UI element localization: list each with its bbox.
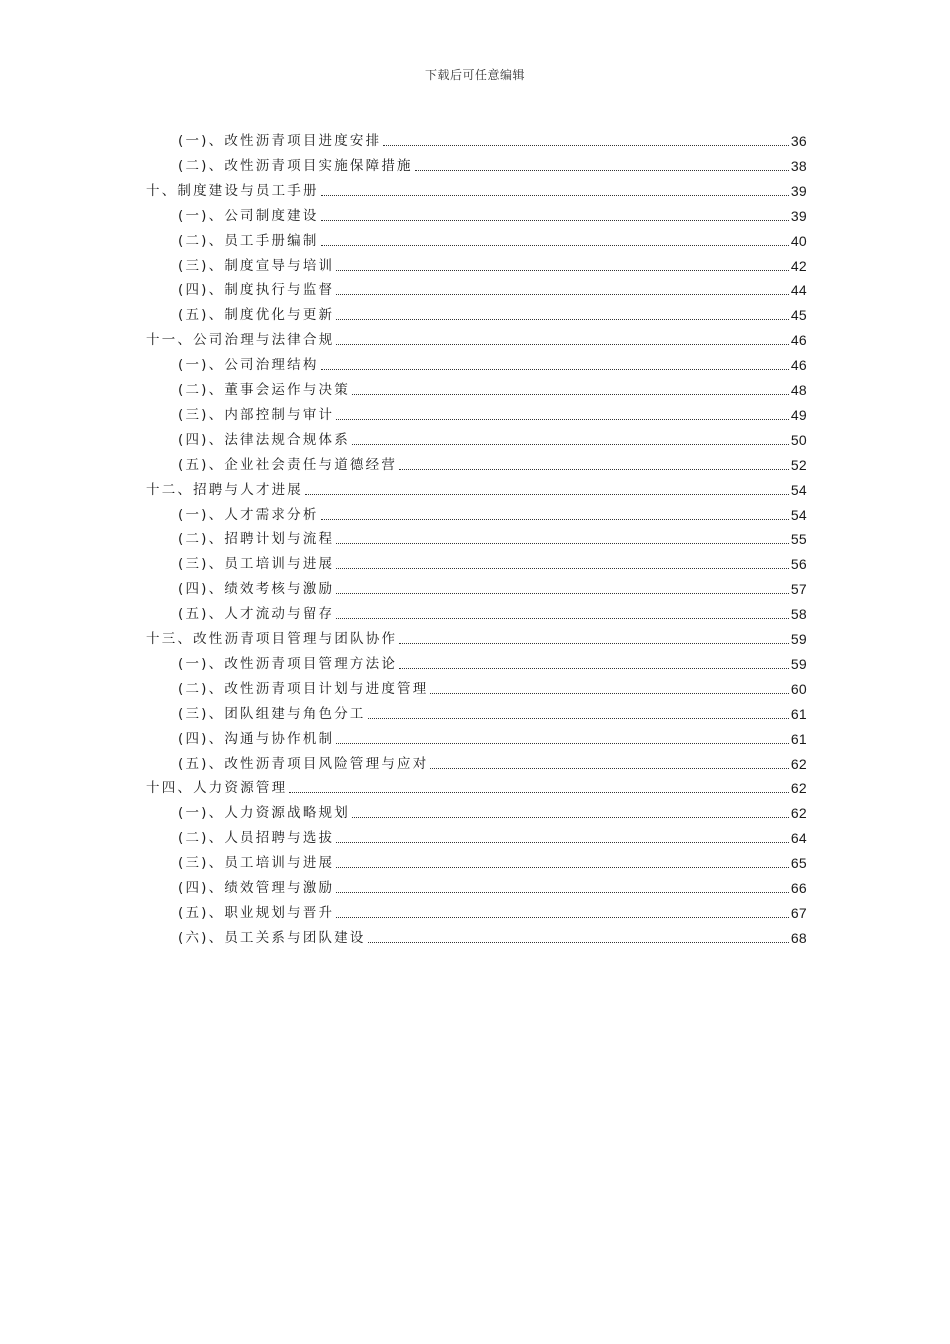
toc-section-entry[interactable] [178, 201, 807, 225]
toc-dot-leader [399, 643, 789, 644]
toc-entry-label: (一)、改性沥青项目进度安排 [178, 133, 382, 149]
toc-entry-page-number: 67 [790, 904, 807, 921]
toc-entry-label: (五)、人才流动与留存 [178, 606, 335, 623]
toc-dot-leader [336, 543, 789, 544]
toc-section-entry[interactable] [178, 599, 807, 623]
toc-entry-page-number: 54 [790, 506, 807, 523]
toc-entry-label: (二)、董事会运作与决策 [178, 382, 350, 398]
toc-entry-page-number: 48 [790, 382, 807, 398]
toc-dot-leader [336, 743, 789, 744]
toc-entry-page-number: 60 [790, 680, 807, 697]
toc-section-entry[interactable] [178, 126, 807, 150]
toc-entry-page-number: 64 [790, 830, 807, 847]
toc-section-entry[interactable] [178, 226, 807, 250]
toc-chapter-entry[interactable] [146, 624, 807, 648]
toc-entry-label: 十、制度建设与员工手册 [146, 182, 319, 199]
toc-section-entry[interactable] [178, 450, 807, 474]
toc-entry-page-number: 61 [790, 705, 807, 722]
toc-entry-label: (一)、人才需求分析 [178, 506, 319, 523]
toc-section-entry[interactable] [178, 375, 807, 399]
toc-section-entry[interactable] [178, 350, 807, 374]
toc-dot-leader [399, 469, 789, 470]
toc-entry-page-number: 54 [790, 481, 807, 498]
toc-entry-page-number: 42 [790, 257, 807, 274]
toc-entry-label: (五)、制度优化与更新 [178, 307, 335, 324]
toc-entry-label: 十二、招聘与人才进展 [146, 481, 303, 498]
toc-section-entry[interactable] [178, 574, 807, 598]
toc-entry-label: (三)、员工培训与进展 [178, 855, 335, 872]
toc-dot-leader [352, 444, 789, 445]
toc-section-entry[interactable] [178, 724, 807, 748]
toc-entry-page-number: 62 [790, 780, 807, 797]
toc-dot-leader [321, 519, 789, 520]
toc-dot-leader [430, 693, 788, 694]
toc-section-entry[interactable] [178, 923, 807, 947]
toc-dot-leader [336, 917, 789, 918]
toc-dot-leader [415, 170, 789, 171]
toc-dot-leader [336, 294, 789, 295]
toc-entry-label: (五)、企业社会责任与道德经营 [178, 456, 398, 473]
toc-section-entry[interactable] [178, 674, 807, 698]
toc-entry-label: (五)、职业规划与晋升 [178, 904, 335, 921]
toc-dot-leader [383, 145, 788, 146]
toc-entry-page-number: 46 [790, 332, 807, 349]
toc-section-entry[interactable] [178, 699, 807, 723]
toc-dot-leader [336, 344, 788, 345]
toc-dot-leader [336, 419, 789, 420]
toc-entry-label: (一)、公司制度建设 [178, 207, 319, 224]
toc-entry-label: 十一、公司治理与法律合规 [146, 332, 335, 349]
toc-dot-leader [336, 593, 789, 594]
toc-entry-label: (四)、绩效管理与激励 [178, 880, 335, 896]
toc-section-entry[interactable] [178, 749, 807, 773]
toc-section-entry[interactable] [178, 425, 807, 449]
toc-chapter-entry[interactable] [146, 325, 807, 349]
toc-entry-page-number: 61 [790, 730, 807, 747]
toc-entry-label: (三)、内部控制与审计 [178, 406, 335, 423]
toc-dot-leader [336, 842, 789, 843]
toc-dot-leader [336, 867, 789, 868]
toc-dot-leader [289, 792, 789, 793]
toc-dot-leader [430, 768, 788, 769]
toc-dot-leader [336, 270, 789, 271]
toc-entry-page-number: 36 [790, 133, 807, 149]
toc-section-entry[interactable] [178, 500, 807, 524]
toc-section-entry[interactable] [178, 798, 807, 822]
toc-entry-label: (一)、改性沥青项目管理方法论 [178, 655, 398, 672]
toc-section-entry[interactable] [178, 151, 807, 175]
toc-dot-leader [321, 369, 789, 370]
toc-entry-page-number: 55 [790, 531, 807, 548]
toc-entry-label: (三)、制度宣导与培训 [178, 257, 335, 274]
toc-entry-page-number: 68 [790, 929, 807, 946]
toc-entry-page-number: 52 [790, 456, 807, 473]
toc-section-entry[interactable] [178, 400, 807, 424]
toc-section-entry[interactable] [178, 898, 807, 922]
toc-entry-label: (二)、员工手册编制 [178, 232, 319, 249]
toc-dot-leader [399, 668, 789, 669]
toc-chapter-entry[interactable] [146, 176, 807, 200]
toc-dot-leader [368, 718, 789, 719]
toc-dot-leader [336, 319, 789, 320]
toc-entry-page-number: 49 [790, 406, 807, 423]
toc-entry-label: (一)、人力资源战略规划 [178, 805, 350, 822]
toc-entry-label: (四)、制度执行与监督 [178, 282, 335, 299]
toc-dot-leader [321, 245, 789, 246]
toc-section-entry[interactable] [178, 848, 807, 872]
toc-chapter-entry[interactable] [146, 773, 807, 797]
toc-dot-leader [321, 195, 789, 196]
toc-entry-label: (二)、改性沥青项目计划与进度管理 [178, 680, 429, 697]
toc-entry-page-number: 56 [790, 556, 807, 573]
toc-entry-label: (二)、改性沥青项目实施保障措施 [178, 157, 413, 174]
toc-section-entry[interactable] [178, 251, 807, 275]
toc-entry-page-number: 59 [790, 631, 807, 647]
toc-dot-leader [305, 494, 789, 495]
toc-entry-page-number: 39 [790, 207, 807, 224]
toc-dot-leader [352, 817, 789, 818]
toc-entry-page-number: 45 [790, 307, 807, 324]
toc-entry-page-number: 57 [790, 581, 807, 598]
toc-entry-page-number: 40 [790, 232, 807, 249]
toc-entry-page-number: 65 [790, 855, 807, 872]
toc-entry-page-number: 66 [790, 880, 807, 896]
toc-section-entry[interactable] [178, 823, 807, 847]
toc-dot-leader [336, 618, 789, 619]
toc-section-entry[interactable] [178, 549, 807, 573]
toc-entry-page-number: 62 [790, 805, 807, 822]
toc-entry-label: (二)、招聘计划与流程 [178, 531, 335, 548]
toc-entry-label: (三)、员工培训与进展 [178, 556, 335, 573]
page-header: 下载后可任意编辑 [424, 68, 525, 82]
toc-entry-page-number: 39 [790, 182, 807, 199]
toc-entry-page-number: 62 [790, 755, 807, 772]
toc-section-entry[interactable] [178, 275, 807, 299]
toc-entry-label: (六)、员工关系与团队建设 [178, 929, 366, 946]
toc-entry-page-number: 44 [790, 282, 807, 299]
toc-entry-page-number: 58 [790, 606, 807, 623]
toc-entry-page-number: 50 [790, 431, 807, 448]
toc-dot-leader [368, 942, 789, 943]
toc-dot-leader [352, 394, 789, 395]
toc-entry-page-number: 46 [790, 357, 807, 374]
toc-entry-label: (四)、沟通与协作机制 [178, 730, 335, 747]
toc-entry-label: 十三、改性沥青项目管理与团队协作 [146, 631, 398, 647]
toc-entry-page-number: 38 [790, 157, 807, 174]
toc-dot-leader [336, 892, 789, 893]
toc-entry-label: (五)、改性沥青项目风险管理与应对 [178, 755, 429, 772]
toc-entry-label: (四)、绩效考核与激励 [178, 581, 335, 598]
toc-entry-label: 十四、人力资源管理 [146, 780, 288, 797]
toc-dot-leader [321, 220, 789, 221]
toc-dot-leader [336, 568, 789, 569]
toc-section-entry[interactable] [178, 524, 807, 548]
toc-section-entry[interactable] [178, 300, 807, 324]
toc-entry-label: (二)、人员招聘与选拔 [178, 830, 335, 847]
toc-section-entry[interactable] [178, 649, 807, 673]
toc-section-entry[interactable] [178, 873, 807, 897]
toc-entry-label: (三)、团队组建与角色分工 [178, 705, 366, 722]
toc-chapter-entry[interactable] [146, 475, 807, 499]
toc-entry-label: (一)、公司治理结构 [178, 357, 319, 374]
toc-entry-label: (四)、法律法规合规体系 [178, 431, 350, 448]
toc-entry-page-number: 59 [790, 655, 807, 672]
